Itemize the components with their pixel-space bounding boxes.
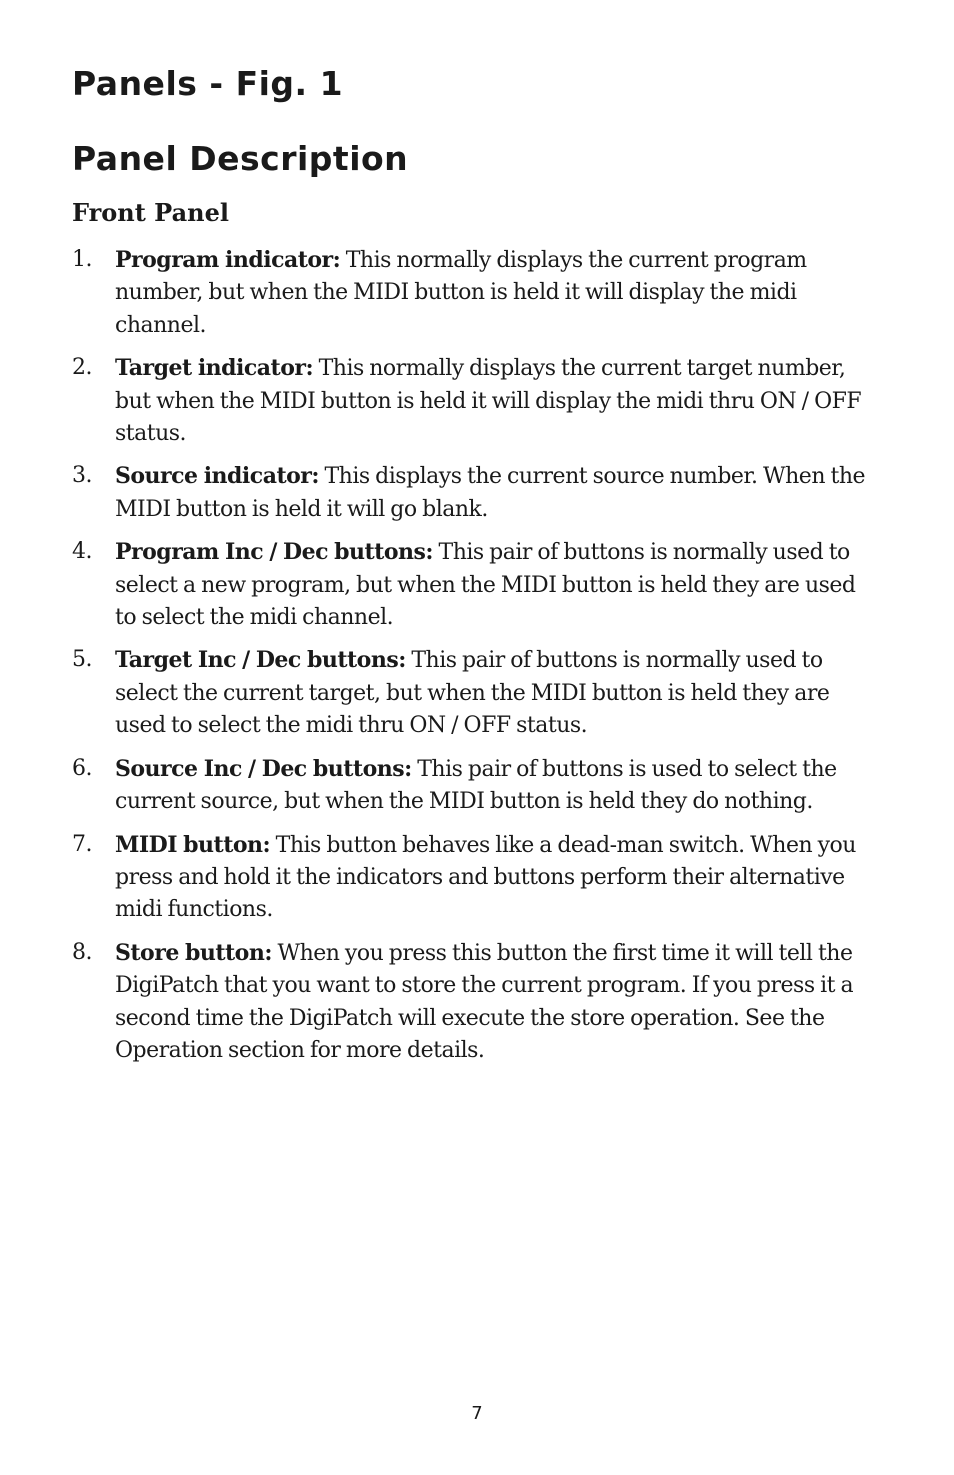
list-item [72, 829, 882, 927]
item-term: Program indicator: [115, 247, 341, 273]
item-number: 8. [72, 939, 92, 965]
item-term: Target Inc / Dec buttons: [115, 647, 406, 674]
item-number: 1. [72, 247, 92, 272]
figure-title: Panels - Fig. 1 [72, 64, 344, 103]
item-text: This normally displays the current program number, but when the MIDI button is held it will display the midi channel. [115, 248, 807, 338]
item-number: 4. [72, 539, 92, 565]
list-item [72, 644, 882, 742]
item-text: This pair of buttons is normally used to select a new program, but when the MIDI button is held they are used to select the midi channel. [115, 540, 856, 631]
section-title: Panel Description [72, 139, 409, 178]
item-number: 7. [72, 831, 92, 857]
item-term: Source Inc / Dec buttons: [115, 755, 412, 782]
item-term: Target indicator: [115, 355, 314, 382]
item-term: MIDI button: [115, 831, 271, 858]
list-item [72, 460, 882, 526]
item-text: This pair of buttons is used to select the current source, but when the MIDI button is held they do nothing. [115, 756, 837, 815]
list-item [72, 352, 882, 450]
item-text: This displays the current source number. When the MIDI button is held it will go blank. [115, 464, 866, 522]
item-text: This button behaves like a dead-man switch. When you press and hold it the indicators and buttons perform their alternative midi functions. [115, 832, 856, 923]
page-number: 7 [471, 1403, 483, 1424]
item-number: 5. [72, 647, 92, 673]
item-text: This normally displays the current target number, but when the MIDI button is held it will display the midi thru ON / OFF status. [115, 356, 862, 447]
list-item [72, 536, 882, 634]
item-text: This pair of buttons is normally used to select the current target, but when the MIDI button is held they are used to select the midi thru ON / OFF status. [115, 648, 830, 739]
panel-description-list [72, 244, 882, 1077]
subsection-title: Front Panel [72, 198, 229, 227]
list-item [72, 244, 882, 342]
item-number: 6. [72, 755, 92, 781]
item-text: When you press this button the first time it will tell the DigiPatch that you want to store the current program. If you press it a second time the DigiPatch will execute the store operation. See the Operation section for more details. [115, 940, 854, 1063]
list-item [72, 753, 882, 819]
item-term: Source indicator: [115, 463, 319, 490]
item-number: 2. [72, 355, 92, 381]
list-item [72, 937, 882, 1068]
item-number: 3. [72, 463, 92, 489]
item-term: Store button: [115, 939, 272, 966]
item-term: Program Inc / Dec buttons: [115, 539, 434, 566]
